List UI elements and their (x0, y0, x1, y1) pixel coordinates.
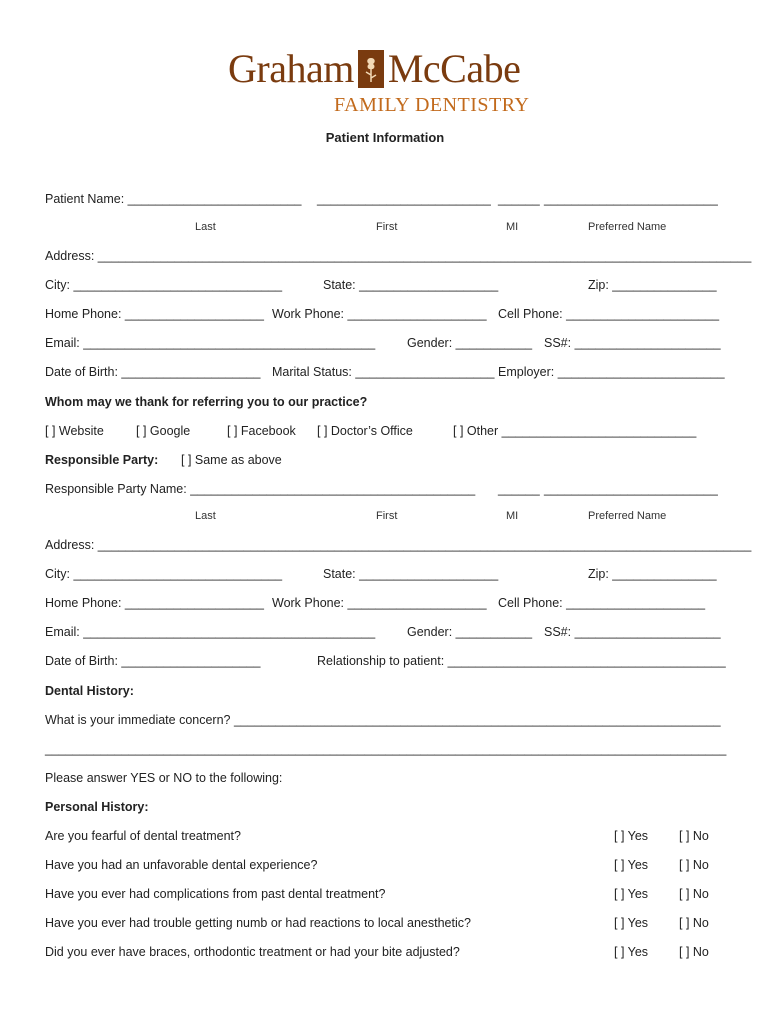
referral-doctors-office-checkbox[interactable]: [ ] Doctor’s Office (317, 424, 413, 438)
logo-name-right: McCabe (387, 46, 521, 91)
referral-google-checkbox[interactable]: [ ] Google (136, 424, 191, 438)
immediate-concern-field[interactable]: What is your immediate concern? ______________________________________________________________________ (45, 713, 721, 727)
responsible-ssn-field[interactable]: SS#: _____________________ (544, 625, 721, 639)
personal-history-heading: Personal History: (45, 800, 149, 814)
responsible-work-phone-field[interactable]: Work Phone: ____________________ (272, 596, 487, 610)
no-checkbox[interactable]: [ ] No (679, 945, 709, 959)
patient-employer-field[interactable]: Employer: ________________________ (498, 365, 725, 379)
responsible-city-field[interactable]: City: ______________________________ (45, 567, 283, 581)
label-last: Last (195, 510, 216, 522)
responsible-cell-phone-field[interactable]: Cell Phone: ____________________ (498, 596, 706, 610)
responsible-address-field[interactable]: Address: ______________________________________________________________________________________________ (45, 538, 752, 552)
patient-email-field[interactable]: Email: __________________________________________ (45, 336, 376, 350)
patient-gender-field[interactable]: Gender: ___________ (407, 336, 533, 350)
immediate-concern-line-2[interactable]: __________________________________________________________________________________________________ (45, 742, 727, 756)
responsible-mi-field[interactable]: ______ (498, 482, 540, 496)
patient-home-phone-field[interactable]: Home Phone: ____________________ (45, 307, 264, 321)
logo-wordmark (228, 44, 520, 94)
logo-name-left: Graham (228, 46, 354, 91)
no-checkbox[interactable]: [ ] No (679, 829, 709, 843)
patient-last-name-field[interactable]: Patient Name: _________________________ (45, 192, 302, 206)
question-anesthetic: Have you ever had trouble getting numb or had reactions to local anesthetic? (45, 916, 471, 930)
yes-checkbox[interactable]: [ ] Yes (614, 916, 649, 930)
responsible-email-field[interactable]: Email: __________________________________________ (45, 625, 376, 639)
patient-work-phone-field[interactable]: Work Phone: ____________________ (272, 307, 487, 321)
referral-question: Whom may we thank for referring you to our practice? (45, 395, 368, 409)
practice-logo (228, 44, 548, 120)
yes-no-instructions: Please answer YES or NO to the following: (45, 771, 283, 785)
patient-dob-field[interactable]: Date of Birth: ____________________ (45, 365, 261, 379)
patient-first-name-field[interactable]: _________________________ (317, 192, 491, 206)
responsible-party-heading: Responsible Party: (45, 453, 159, 467)
rose-icon (358, 50, 384, 88)
referral-website-checkbox[interactable]: [ ] Website (45, 424, 104, 438)
no-checkbox[interactable]: [ ] No (679, 916, 709, 930)
yes-checkbox[interactable]: [ ] Yes (614, 858, 649, 872)
no-checkbox[interactable]: [ ] No (679, 858, 709, 872)
yes-checkbox[interactable]: [ ] Yes (614, 829, 649, 843)
question-unfavorable-experience: Have you had an unfavorable dental experience? (45, 858, 318, 872)
patient-cell-phone-field[interactable]: Cell Phone: ______________________ (498, 307, 720, 321)
patient-zip-field[interactable]: Zip: _______________ (588, 278, 717, 292)
patient-preferred-name-field[interactable]: _________________________ (544, 192, 718, 206)
same-as-above-checkbox[interactable]: [ ] Same as above (181, 453, 282, 467)
responsible-dob-field[interactable]: Date of Birth: ____________________ (45, 654, 261, 668)
patient-state-field[interactable]: State: ____________________ (323, 278, 499, 292)
yes-checkbox[interactable]: [ ] Yes (614, 887, 649, 901)
label-mi: MI (506, 221, 519, 233)
responsible-gender-field[interactable]: Gender: ___________ (407, 625, 533, 639)
patient-address-field[interactable]: Address: ______________________________________________________________________________________________ (45, 249, 752, 263)
question-complications: Have you ever had complications from past dental treatment? (45, 887, 386, 901)
logo-subtitle: FAMILY DENTISTRY (334, 94, 530, 116)
label-last: Last (195, 221, 216, 233)
responsible-state-field[interactable]: State: ____________________ (323, 567, 499, 581)
dental-history-heading: Dental History: (45, 684, 134, 698)
label-preferred-name: Preferred Name (588, 510, 667, 522)
patient-mi-field[interactable]: ______ (498, 192, 540, 206)
responsible-last-first-name-field[interactable]: Responsible Party Name: _________________________________________ (45, 482, 476, 496)
form-title: Patient Information (325, 130, 445, 145)
responsible-home-phone-field[interactable]: Home Phone: ____________________ (45, 596, 264, 610)
label-first: First (376, 221, 398, 233)
yes-checkbox[interactable]: [ ] Yes (614, 945, 649, 959)
label-first: First (376, 510, 398, 522)
responsible-zip-field[interactable]: Zip: _______________ (588, 567, 717, 581)
label-mi: MI (506, 510, 519, 522)
relationship-field[interactable]: Relationship to patient: ________________________________________ (317, 654, 726, 668)
patient-marital-status-field[interactable]: Marital Status: ____________________ (272, 365, 495, 379)
referral-other-checkbox[interactable]: [ ] Other ____________________________ (453, 424, 697, 438)
responsible-preferred-name-field[interactable]: _________________________ (544, 482, 718, 496)
patient-ssn-field[interactable]: SS#: _____________________ (544, 336, 721, 350)
no-checkbox[interactable]: [ ] No (679, 887, 709, 901)
referral-facebook-checkbox[interactable]: [ ] Facebook (227, 424, 296, 438)
label-preferred-name: Preferred Name (588, 221, 667, 233)
question-fearful: Are you fearful of dental treatment? (45, 829, 241, 843)
question-braces: Did you ever have braces, orthodontic treatment or had your bite adjusted? (45, 945, 460, 959)
patient-city-field[interactable]: City: ______________________________ (45, 278, 283, 292)
